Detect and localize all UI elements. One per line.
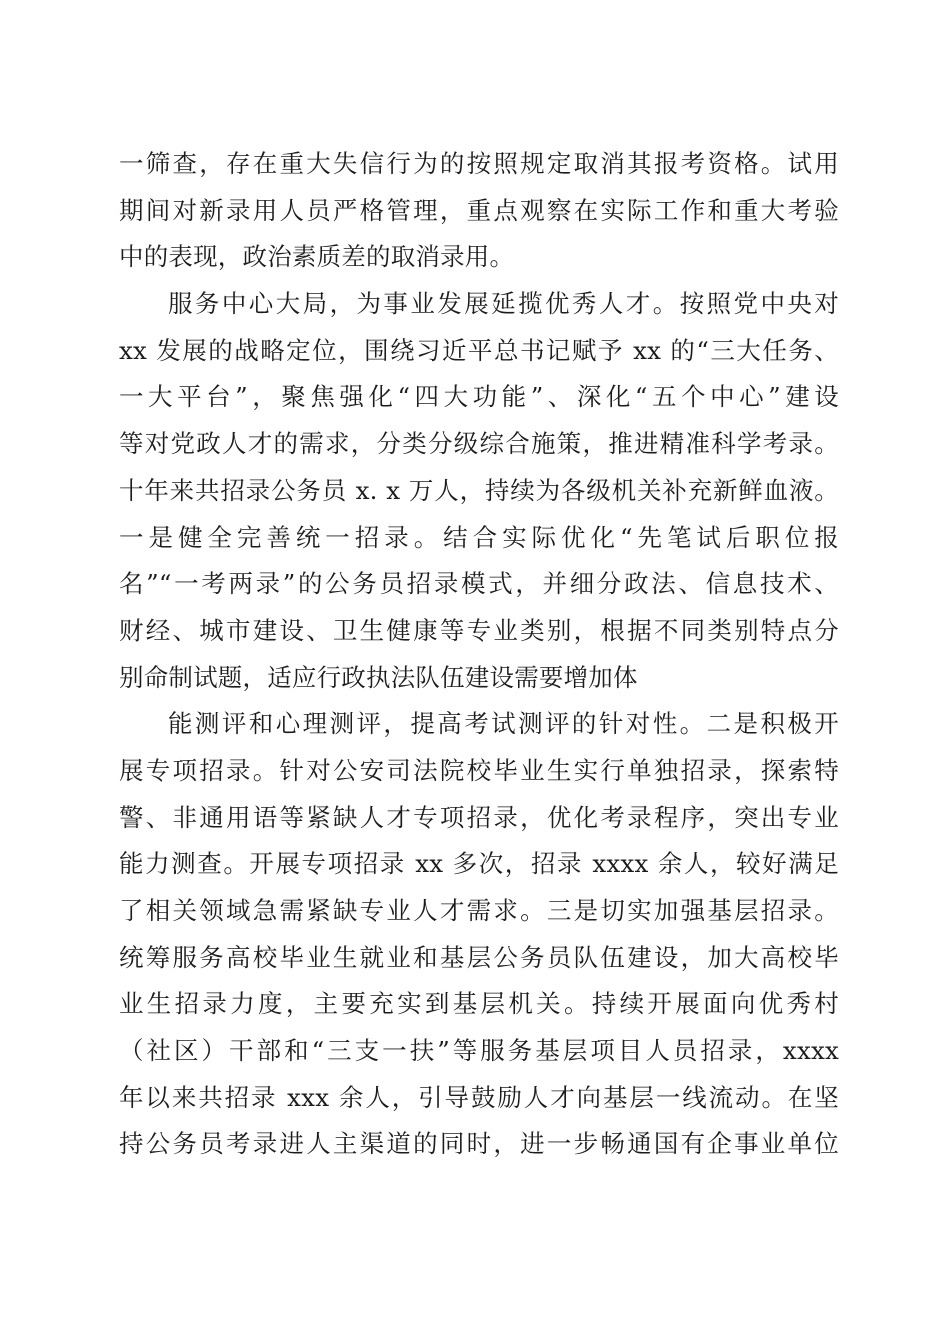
text-line: 期间对新录用人员严格管理，重点观察在实际工作和重大考验 [119, 195, 839, 225]
text-line: 十年来共招录公务员 x. x 万人，持续为各级机关补充新鲜血液。 [119, 475, 839, 505]
text-line: 警、非通用语等紧缺人才专项招录，优化考录程序，突出专业 [119, 802, 839, 832]
text-line: 年以来共招录 xxx 余人，引导鼓励人才向基层一线流动。在坚 [119, 1082, 839, 1112]
text-line: xx 发展的战略定位，围绕习近平总书记赋予 xx 的“三大任务、 [119, 335, 839, 365]
text-line: 了相关领域急需紧缺专业人才需求。三是切实加强基层招录。 [119, 896, 839, 925]
text-line: 一大平台”，聚焦强化“四大功能”、深化“五个中心”建设 [119, 382, 839, 412]
text-line: 财经、城市建设、卫生健康等专业类别，根据不同类别特点分 [119, 615, 839, 645]
paragraph-start-line: 能测评和心理测评，提高考试测评的针对性。二是积极开 [168, 709, 839, 739]
text-line: （社区）干部和“三支一扶”等服务基层项目人员招录，xxxx [119, 1036, 839, 1066]
text-line: 展专项招录。针对公安司法院校毕业生实行单独招录，探索特 [119, 755, 839, 785]
text-line: 一是健全完善统一招录。结合实际优化“先笔试后职位报 [119, 522, 839, 552]
text-line: 名”“一考两录”的公务员招录模式，并细分政法、信息技术、 [119, 569, 839, 599]
text-line: 持公务员考录进人主渠道的同时，进一步畅通国有企事业单位 [119, 1129, 839, 1159]
text-line: 等对党政人才的需求，分类分级综合施策，推进精准科学考录。 [119, 429, 839, 459]
paragraph-start-line: 服务中心大局，为事业发展延揽优秀人才。按照党中央对 [168, 289, 839, 319]
text-line: 业生招录力度，主要充实到基层机关。持续开展面向优秀村 [119, 989, 839, 1019]
text-line: 别命制试题，适应行政执法队伍建设需要增加体 [119, 662, 638, 692]
text-line: 中的表现，政治素质差的取消录用。 [119, 242, 515, 272]
body-text [119, 141, 839, 1168]
text-line: 能力测查。开展专项招录 xx 多次，招录 xxxx 余人，较好满足 [119, 849, 839, 879]
text-line: 一筛查，存在重大失信行为的按照规定取消其报考资格。试用 [119, 149, 839, 178]
text-line: 统筹服务高校毕业生就业和基层公务员队伍建设，加大高校毕 [119, 942, 839, 972]
